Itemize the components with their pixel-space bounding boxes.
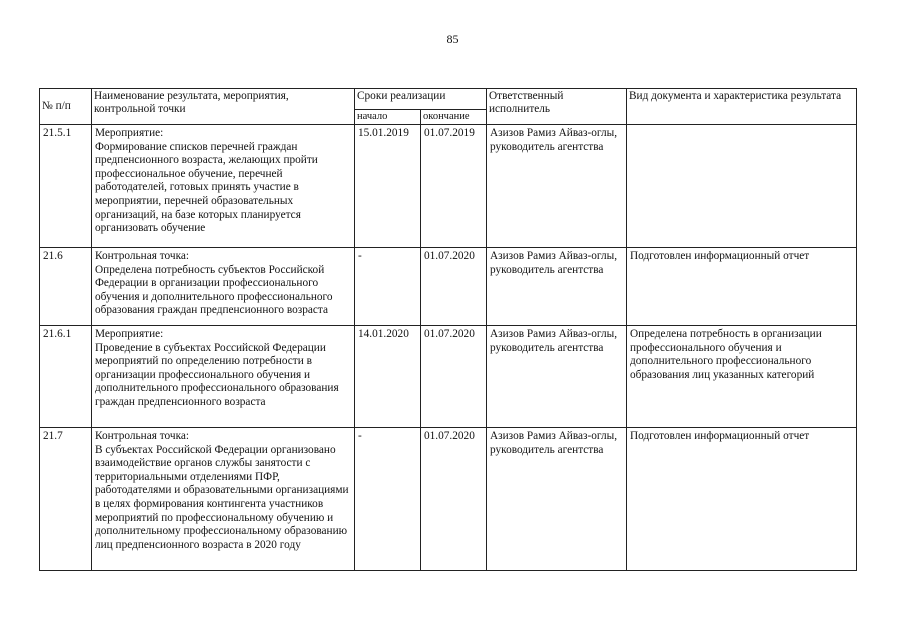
row-responsible: Азизов Рамиз Айваз-оглы, руководитель агентства	[487, 326, 627, 428]
row-responsible: Азизов Рамиз Айваз-оглы, руководитель агентства	[487, 428, 627, 571]
table-row	[40, 248, 857, 326]
row-name	[92, 248, 355, 326]
page-number: 85	[446, 32, 459, 46]
row-num: 21.6.1	[40, 326, 92, 428]
header-end: окончание	[421, 110, 487, 125]
row-num: 21.6	[40, 248, 92, 326]
row-start: -	[355, 428, 421, 571]
row-name	[92, 125, 355, 248]
row-num: 21.5.1	[40, 125, 92, 248]
header-num: № п/п	[40, 89, 92, 125]
row-label: Мероприятие:	[95, 127, 164, 139]
row-name	[92, 428, 355, 571]
row-start: 15.01.2019	[355, 125, 421, 248]
row-label: Контрольная точка:	[95, 250, 190, 262]
table-row	[40, 125, 857, 248]
row-description: Проведение в субъектах Российской Федерации мероприятий по определению потребности в организации профессионального обучения и дополнительного профессионального образования граждан предпенсионного возраста	[95, 341, 339, 408]
row-end: 01.07.2019	[421, 125, 487, 248]
row-label: Мероприятие:	[95, 328, 164, 340]
row-name	[92, 326, 355, 428]
row-label: Контрольная точка:	[95, 430, 190, 442]
row-document: Подготовлен информационный отчет	[627, 428, 857, 571]
row-end: 01.07.2020	[421, 428, 487, 571]
row-document: Подготовлен информационный отчет	[627, 248, 857, 326]
row-description: В субъектах Российской Федерации организовано взаимодействие органов службы занятости с территориальными отделениями ПФР, работодателями и образовательными организациями в целях формирования контингента участников мероприятий по профессиональному обучению и дополнительному профессиональному образованию лиц предпенсионного возраста в 2020 году	[95, 443, 349, 551]
row-description: Формирование списков перечней граждан предпенсионного возраста, желающих пройти профессиональное обучение, перечней работодателей, готовых принять участие в мероприятии, перечней образовательных организаций, на базе которых планируется организовать обучение	[95, 140, 318, 235]
row-description: Определена потребность субъектов Российской Федерации в организации профессионального обучения и дополнительного профессионального образования граждан предпенсионного возраста	[95, 263, 333, 317]
row-end: 01.07.2020	[421, 326, 487, 428]
row-responsible: Азизов Рамиз Айваз-оглы, руководитель агентства	[487, 248, 627, 326]
header-responsible: Ответственный исполнитель	[487, 89, 627, 125]
plan-table	[39, 88, 857, 571]
row-num: 21.7	[40, 428, 92, 571]
row-document	[627, 125, 857, 248]
row-responsible: Азизов Рамиз Айваз-оглы, руководитель агентства	[487, 125, 627, 248]
header-period: Сроки реализации	[355, 89, 487, 110]
table-row	[40, 428, 857, 571]
header-name: Наименование результата, мероприятия, контрольной точки	[92, 89, 355, 125]
row-document: Определена потребность в организации профессионального обучения и дополнительного профессионального образования лиц указанных категорий	[627, 326, 857, 428]
row-start: 14.01.2020	[355, 326, 421, 428]
header-document: Вид документа и характеристика результата	[627, 89, 857, 125]
table-row	[40, 326, 857, 428]
row-start: -	[355, 248, 421, 326]
header-start: начало	[355, 110, 421, 125]
row-end: 01.07.2020	[421, 248, 487, 326]
